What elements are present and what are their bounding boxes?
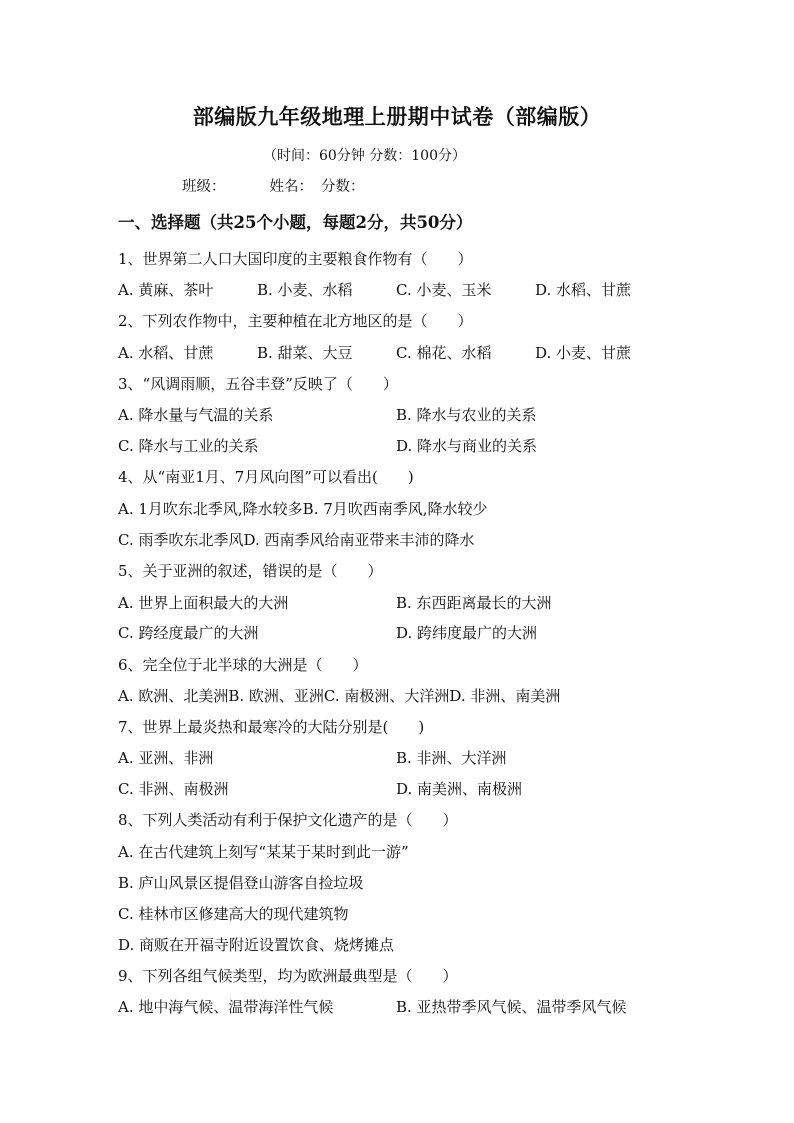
class-field-label: 班级：: [182, 179, 226, 195]
question-5-option-b: B. 东西距离最长的大洲: [396, 594, 552, 612]
question-4-stem: 4、从“南亚1月、7月风向图”可以看出( ): [118, 468, 414, 486]
question-8-option-b: B. 庐山风景区提倡登山游客自捡垃圾: [118, 874, 364, 892]
question-2-option-a: A. 水稻、甘蔗: [118, 344, 214, 362]
question-9-option-a: A. 地中海气候、温带海洋性气候: [118, 998, 334, 1016]
question-3-stem: 3、“风调雨顺，五谷丰登”反映了（ ）: [118, 375, 398, 393]
question-7-option-c: C. 非洲、南极洲: [118, 780, 229, 798]
question-2-stem: 2、下列农作物中，主要种植在北方地区的是（ ）: [118, 312, 473, 330]
question-5-option-c: C. 跨经度最广的大洲: [118, 624, 259, 642]
question-1-option-c: C. 小麦、玉米: [396, 281, 492, 299]
question-1-option-d: D. 水稻、甘蔗: [535, 281, 632, 299]
question-4-options-ab: A. 1月吹东北季风,降水较多B. 7月吹西南季风,降水较少: [118, 500, 488, 518]
question-6-options: A. 欧洲、北美洲B. 欧洲、亚洲C. 南极洲、大洋洲D. 非洲、南美洲: [118, 687, 561, 705]
question-5-option-d: D. 跨纬度最广的大洲: [396, 624, 538, 642]
question-9-option-b: B. 亚热带季风气候、温带季风气候: [396, 998, 627, 1016]
question-3-option-a: A. 降水量与气温的关系: [118, 406, 274, 424]
question-3-option-d: D. 降水与商业的关系: [396, 437, 538, 455]
question-7-option-b: B. 非洲、大洋洲: [396, 749, 507, 767]
question-7-option-a: A. 亚洲、非洲: [118, 749, 214, 767]
name-field-label: 姓名：: [269, 179, 313, 195]
question-8-option-c: C. 桂林市区修建高大的现代建筑物: [118, 905, 349, 923]
question-1-option-b: B. 小麦、水稻: [257, 281, 353, 299]
question-8-option-d: D. 商贩在开福寺附近设置饮食、烧烤摊点: [118, 936, 395, 954]
score-field-label: 分数：: [321, 179, 365, 195]
question-2-option-d: D. 小麦、甘蔗: [535, 344, 632, 362]
question-1-stem: 1、世界第二人口大国印度的主要粮食作物有（ ）: [118, 250, 473, 268]
question-7-stem: 7、世界上最炎热和最寒冷的大陆分别是( ): [118, 718, 425, 736]
question-8-option-a: A. 在古代建筑上刻写“某某于某时到此一游”: [118, 843, 409, 861]
question-6-stem: 6、完全位于北半球的大洲是（ ）: [118, 656, 368, 674]
question-2-option-b: B. 甜菜、大豆: [257, 344, 353, 362]
question-7-option-d: D. 南美洲、南极洲: [396, 780, 523, 798]
question-5-stem: 5、关于亚洲的叙述，错误的是（ ）: [118, 562, 383, 580]
section-heading: 一、选择题（共25个小题，每题2分，共50分）: [118, 213, 473, 232]
question-9-stem: 9、下列各组气候类型，均为欧洲最典型是（ ）: [118, 967, 458, 985]
question-8-stem: 8、下列人类活动有利于保护文化遗产的是（ ）: [118, 811, 458, 829]
question-3-option-c: C. 降水与工业的关系: [118, 437, 259, 455]
question-5-option-a: A. 世界上面积最大的大洲: [118, 594, 289, 612]
question-3-option-b: B. 降水与农业的关系: [396, 406, 537, 424]
question-4-options-cd: C. 雨季吹东北季风D. 西南季风给南亚带来丰沛的降水: [118, 531, 475, 549]
question-1-option-a: A. 黄麻、茶叶: [118, 281, 214, 299]
question-2-option-c: C. 棉花、水稻: [396, 344, 492, 362]
exam-time-info: （时间：60分钟 分数：100分）: [263, 148, 466, 164]
student-info-row: [182, 175, 365, 196]
page-title: 部编版九年级地理上册期中试卷（部编版）: [192, 104, 602, 129]
